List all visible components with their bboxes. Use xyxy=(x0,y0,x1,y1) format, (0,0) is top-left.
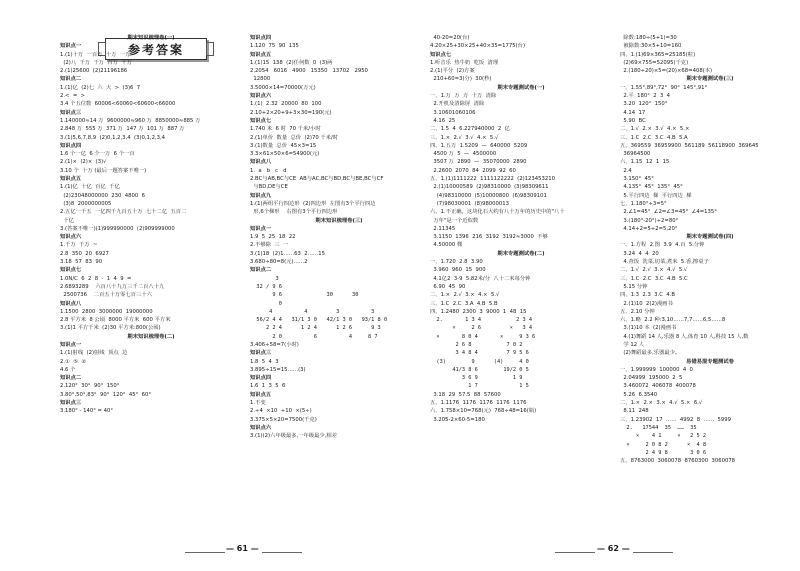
answer-line: 二、1.5 4 6.227940000 2 亿 xyxy=(430,126,510,133)
answer-line: 2. 1 3 4 2 3 4 xyxy=(430,317,533,324)
subsection-heading: 知识点二 xyxy=(250,267,272,274)
subsection-heading: 知识点三 xyxy=(60,109,82,116)
answer-line: (2)舞蹈最多,乐器最少。 xyxy=(620,350,681,357)
answer-line: 4.50000 棵 xyxy=(430,242,463,249)
answer-line: 3.(1)数量 总价 45×3=15 xyxy=(250,142,317,149)
answer-line: 2.÷4 ×10 ÷10 ×(5÷) xyxy=(250,408,312,415)
answer-line: 六、1.15 12 1 15 xyxy=(620,159,670,166)
answer-line: (2)八 千万 千万 百万 千万 xyxy=(60,59,133,66)
answer-line: 六、1.略 2.2 种:3,10……7,7……6,5……8 xyxy=(620,317,726,324)
answer-line: 2.04999 195000 2 5 xyxy=(620,375,683,382)
answer-line: 1.8 5 4 3 xyxy=(250,358,279,365)
subsection-heading: 知识点七 xyxy=(250,117,272,124)
answer-line: 3.(180°-20°)÷2=80° xyxy=(620,217,679,224)
answer-line: 三、1.C 2.C 3.C 4.B 5.A xyxy=(620,134,688,141)
answer-line: 32 / 9 6 xyxy=(250,283,282,290)
subsection-heading: 知识点八 xyxy=(250,159,272,166)
answer-line: 3.406÷58=7(小时) xyxy=(250,341,299,348)
answer-line: × 4 1 × 2 5 2 xyxy=(620,433,707,440)
column-1 xyxy=(60,34,242,416)
answer-line: 三、1.23902 17 …… 4992 8 …… 5999 xyxy=(620,416,731,423)
column-4 xyxy=(620,34,800,465)
answer-line: 三、1.C 2.C 3.C 4.B 5.C xyxy=(620,275,688,282)
answer-line: 一、1.720 2.8 3.90 xyxy=(430,259,483,266)
footer-rule-right-b xyxy=(633,552,673,553)
answer-line: 除数:180÷(5+1)=30 xyxy=(620,35,677,41)
answer-line: 3.(1)(2)六年级最多,一年级最少,相差 xyxy=(250,433,337,440)
answer-line: 1.(1) 2.32 20000 80 100 xyxy=(250,101,322,108)
answer-line: 1.120 75 90 135 xyxy=(250,43,299,50)
column-2 xyxy=(250,34,428,441)
answer-line: 五、1.(1)1111222 1111122222 (2)123453210 xyxy=(430,176,556,183)
subsection-heading: 知识点六 xyxy=(250,424,272,431)
subsection-heading: 知识点八 xyxy=(60,300,82,307)
answer-line: 2.11345 xyxy=(430,225,456,232)
answer-line: 3.960 960 15 900 xyxy=(430,267,486,274)
footer-rule-left-a xyxy=(185,552,225,553)
answer-line: 4500 万 5 — 4500000 xyxy=(430,151,497,158)
answer-line: 与BD,DE与CE xyxy=(250,184,288,191)
answer-line: 3.1150 1396 216 3192 3192≈3000 不够 xyxy=(430,234,548,241)
answer-line: 3.10 个 十万 (最后一题答案不唯一) xyxy=(60,167,147,174)
answer-line: 二、1.× 2.√ 3.× 4.× 5.√ xyxy=(430,292,500,299)
answer-line: 七、1.180°÷3=5° xyxy=(620,200,667,207)
answer-line: 2.< = > xyxy=(60,93,86,100)
answer-line: 3.18 29 57.5 88 57600 xyxy=(430,391,501,398)
answer-line: 1. a b c d xyxy=(250,167,287,174)
answer-line: 3.3×61×50×6=54900(元) xyxy=(250,151,320,158)
section-heading: 期末知识梳理卷(二) xyxy=(127,333,175,340)
footer-rule-left-b xyxy=(262,552,302,553)
answer-line: 一、1.万 万 万 十万 清除 xyxy=(430,93,497,100)
answer-line: 3.18 57 83 90 xyxy=(60,259,103,266)
answer-line: 3.180° - 140° = 40° xyxy=(60,408,114,415)
answer-line: 2.开机及清除屏 清除 xyxy=(430,101,485,108)
answer-line: 3.(1)5,6,7,8,9 (2)0,1,2,3,4 (3)0,1,2,3,4 xyxy=(60,134,166,141)
answer-line: 2500736 二百五十万零七百三十六 xyxy=(60,292,152,299)
answer-line: 40-20=20(台) xyxy=(430,35,470,41)
answer-line: 五、1.1176 1176 1176 1176 1176 xyxy=(430,400,527,407)
answer-line: 3507 万 2890 — 35070000 2890 xyxy=(430,159,527,166)
subsection-heading: 知识点四 xyxy=(60,142,82,149)
answer-line: 十亿 xyxy=(60,217,74,224)
answer-line: 1.140000≈14 万 9600000≈960 万 8850000≈885 万 xyxy=(60,117,201,124)
answer-line: 2.五亿一千五 一亿四千九百五十万 七十二亿 五百二 xyxy=(60,209,187,216)
answer-line: 2.120° 30° 90° 150° xyxy=(60,383,120,390)
answer-line: 五、2.10 分钟 xyxy=(620,308,655,315)
answer-line: 4.1亿2 3-9 5.82米/分 八十二米每分钟 xyxy=(430,275,531,282)
answer-line: 2.10+2×20+9+3×30=190(元) xyxy=(250,109,332,116)
answer-line: 四、1.(1)69×365=25185(粒) xyxy=(620,51,696,58)
subsection-heading: 知识点一 xyxy=(60,43,82,50)
answer-line: 6.90 45 90 xyxy=(430,283,466,290)
answer-line: 一、1.999999 100000 4 0 xyxy=(620,366,693,373)
answer-line: 12800 xyxy=(250,76,271,83)
answer-line: (7)98030001 (8)98000013 xyxy=(430,200,510,207)
answer-line: 2.① ⑤ ② xyxy=(60,358,87,365)
answer-line: 3.(1)10 本 (2)漫画书 xyxy=(620,325,677,332)
answer-line: 2.2054 6016 4900 15350 13702 2950 xyxy=(250,68,368,75)
answer-line: 2.(1)25600 (2)21196186 xyxy=(60,68,128,75)
answer-line: 4.20×25+30×25+40×35=1775(台) xyxy=(430,43,526,50)
answer-line: 2.(1)平分 (2)方案 xyxy=(430,68,475,75)
answer-key-title: 参考答案 xyxy=(105,38,207,60)
answer-line: 2.(1)10000589 (2)98310000 (3)98309611 xyxy=(430,184,549,191)
answer-line: 2. 17544 35 …… 35 xyxy=(620,424,697,431)
section-heading: 期末知识梳理卷(一) xyxy=(127,35,175,41)
answer-line: 2.2600 2070 84 2099 92 60 xyxy=(430,167,516,174)
subsection-heading: 知识点六 xyxy=(250,93,272,100)
answer-line: 3.(答案不唯一)(1)999990000 (2)909999000 xyxy=(60,225,175,232)
answer-line: 万年"是一个近似数 xyxy=(430,217,479,224)
subsection-heading: 知识点三 xyxy=(60,400,82,407)
answer-line: 4.6 个 xyxy=(60,366,76,373)
answer-line: 2.848 万 555 万 371 万 147 万 101 万 887 万 xyxy=(60,126,185,133)
subsection-heading: 知识点三 xyxy=(250,350,272,357)
answer-line: 1.千万 千万 ~ xyxy=(60,242,98,249)
answer-line: 3.4 个五位数 60006<60060<60600<66000 xyxy=(60,101,176,108)
answer-line: 1.6 个一亿 6 个一万 6 个一百 xyxy=(60,151,135,158)
answer-line: 3.(1)18 (2)1……63 2……15 xyxy=(250,250,325,257)
subsection-heading: 知识点五 xyxy=(60,176,82,183)
answer-line: (3) 9 (4) 4 0 xyxy=(430,358,529,365)
answer-line: 2.∠1=45° ∠2=∠3=45° ∠4=135° xyxy=(620,209,717,216)
answer-line: 1.(1)15 138 (2)任何数 0 (3)两 xyxy=(250,59,333,66)
answer-line: 41/3 8 6 19/2 0 5 xyxy=(430,366,529,373)
subsection-heading: 知识点九 xyxy=(250,192,272,199)
answer-line: 二、1.× 2.× 3.× 4.√ 5.× 6.√ xyxy=(620,400,703,407)
answer-line: 3 xyxy=(250,275,279,282)
answer-line: 3.150° 45° xyxy=(620,176,654,183)
section-heading: 期末专题测试卷(二) xyxy=(497,250,545,257)
section-heading: 期末专题测试卷(四) xyxy=(686,234,734,241)
answer-line: 5.26 6.3540 xyxy=(620,391,658,398)
answer-line: 8.11 248 xyxy=(620,408,649,415)
answer-line: 1.(1)亿 (2)七 六 大 > (3)6 7 xyxy=(60,84,141,91)
answer-line: 3.5000×14=70000(万元) xyxy=(250,84,316,91)
answer-line: 二、1.√ 2.√ 3.× 4.√ 5.√ xyxy=(620,267,688,274)
answer-line: 3 6 9 1 9 xyxy=(430,375,523,382)
answer-line: 4.(1)舞蹈 14 人,乐器 8 人,体育 10 人,科技 15 人,数 xyxy=(620,333,749,340)
subsection-heading: 知识点四 xyxy=(250,35,272,41)
answer-line: 1.不变 xyxy=(250,400,266,407)
subsection-heading: 知识点六 xyxy=(60,234,82,241)
answer-line: 2.(1)× (2)× (3)√ xyxy=(60,159,107,166)
answer-line: 六、1.758×10=768(元) 768÷48=16(瓶) xyxy=(430,408,537,415)
answer-line: 3.24 4 4 20 xyxy=(620,250,659,257)
answer-line: 2 2 4 1 2 4 1 2 6 9 3 xyxy=(250,325,381,332)
answer-line: (2)69×755=52095(千克) xyxy=(620,59,689,66)
answer-line: 2 4 9 8 3 0 6 xyxy=(620,449,707,456)
answer-line: 1.(1)两组平行四边形 (2)四边形 左图有3个平行四边 xyxy=(250,200,376,207)
answer-line: 3.80°,50°,83° 90° 120° 45° 60° xyxy=(60,391,151,398)
answer-line: 一、1.方程 2.图 3.9 4.百 5.分钟 xyxy=(620,242,705,249)
answer-line: 3.460072 406078 400078 xyxy=(620,383,696,390)
answer-line: 1.740 米 6 时 70 千米/小时 xyxy=(250,126,321,133)
answer-line: 2.8 平方米 8 公顷 8000 平方米 600 平方米 xyxy=(60,317,171,324)
answer-line: 四、1.五万 1.5209 — 640000 5209 xyxy=(430,142,528,149)
subsection-heading: 知识点七 xyxy=(60,267,82,274)
answer-line: 4.135° 45° 135° 45° xyxy=(620,184,683,191)
answer-line: × 2 6 × 3 4 xyxy=(430,325,533,332)
answer-line: 0 xyxy=(250,300,282,307)
answer-line: 36964500 xyxy=(620,151,651,158)
answer-line: 五、369559 36959900 561189 56118900 369645 xyxy=(620,142,759,149)
answer-line: × 2 0 8 2 × 4 8 xyxy=(620,441,707,448)
answer-line: 2 6 8 7 0 2 xyxy=(430,341,523,348)
answer-line: 210+60=3(分) 30(秒) xyxy=(430,76,492,83)
answer-line: 2.(1)单价 数量 总价 (2)70 千米/时 xyxy=(250,134,339,141)
answer-line: × 8 0 4 × 9 3 6 xyxy=(430,333,536,340)
answer-line: 3.10601060106 xyxy=(430,109,476,116)
answer-line: 1.0N/C 6 2 8 - 1 4 9 = xyxy=(60,275,132,282)
subsection-heading: 知识点四 xyxy=(250,375,272,382)
answer-line: 1.(1)射线 (2)射线 顶点 边 xyxy=(60,350,128,357)
answer-line: 六、1.不正确。这块化石大约有八十万年的历史中的"八十 xyxy=(430,209,565,216)
answer-line: 形,6个梯形 右图有3个平行四边形 xyxy=(250,209,338,216)
answer-line: 2.平 180° 2 3 4 xyxy=(620,93,671,100)
section-heading: 易错易混专题测试卷 xyxy=(686,358,734,365)
section-heading: 期末专题测试卷(三) xyxy=(686,76,734,83)
answer-line: 3 4 8 4 7 9 5 6 xyxy=(430,350,529,357)
answer-line: 2.4 xyxy=(620,167,632,174)
answer-line: 3.375×5×20=7500(千克) xyxy=(250,416,317,423)
subsection-heading: 知识点二 xyxy=(60,76,82,83)
answer-line: 四、1.3 2.3 3.C 4.B xyxy=(620,292,675,299)
answer-line: (2)23048000000 230 4800 6 xyxy=(60,192,146,199)
answer-line: 4.查饭 洗菜,切菜,煮米 5.香,擦桌子 xyxy=(620,259,709,266)
answer-line: 1.(1)十万 一百万 十万 一万 xyxy=(60,51,131,58)
answer-line: 2.(180÷20)×5=(20)×68=408(本) xyxy=(620,68,713,75)
answer-line: 三、1.× 2.√ 3.√ 4.× 5.√ xyxy=(430,134,499,141)
answer-line: 2.BC与AB,BC与CE AB与AC,BC与BD,BC与BE,BC与CF xyxy=(250,176,384,183)
answer-line: 56/2 4 4 31/1 3 0 42/1 3 0 93/1 8 0 xyxy=(250,317,388,324)
subsection-heading: 知识点一 xyxy=(250,225,272,232)
answer-line: 2.6893289 六百八十九万三千二百八十九 xyxy=(60,283,165,290)
answer-line: 9 6 30 30 xyxy=(250,292,359,299)
subsection-heading: 知识点二 xyxy=(60,375,82,382)
page-number-left: — 61 — xyxy=(226,544,259,553)
answer-line: 学 12 人 xyxy=(620,341,645,348)
answer-line: 1.6 1 3 5 6 xyxy=(250,383,286,390)
section-heading: 期末知识梳理卷(三) xyxy=(315,217,363,224)
subsection-heading: 知识点五 xyxy=(250,391,272,398)
answer-line: 2.(1)10 2(2)漫画书 xyxy=(620,300,673,307)
answer-line: 1.1500 2800 3000000 19000000 xyxy=(60,308,153,315)
answer-line: 3.895÷15=15……(3) xyxy=(250,366,306,373)
answer-line: 1 7 1 5 xyxy=(430,383,529,390)
footer-rule-right-a xyxy=(555,552,595,553)
section-heading: 期末专题测试卷(一) xyxy=(497,84,545,91)
answer-line: 4.14 17 xyxy=(620,109,646,116)
answer-line: 2.8 350 20 6927 xyxy=(60,250,109,257)
answer-line: (3)8 2000000005 xyxy=(60,200,112,207)
answer-line: 5.90 BC xyxy=(620,117,646,124)
answer-line: (4)98310000 (5)10000800 (6)98309101 xyxy=(430,192,547,199)
answer-line: 1.听音乐 热牛奶 吃饭 清理 xyxy=(430,59,499,66)
answer-line: 1.9 5 25 18 22 xyxy=(250,234,296,241)
answer-line: 1.(1)亿 十亿 百亿 千亿 xyxy=(60,184,120,191)
answer-line: 5.15 分钟 xyxy=(620,283,648,290)
answer-line: 3.(1)1 平方千米 (2)30 平方米:800(公顷) xyxy=(60,325,161,332)
answer-line: 3.20 120° 150° xyxy=(620,101,668,108)
answer-line: 一、1.55°,89°,72° 90° 145°,91° xyxy=(620,84,708,91)
answer-line: 被除数:30×5+10=160 xyxy=(620,43,682,50)
subsection-heading: 知识点七 xyxy=(430,51,452,58)
answer-line: 四、1.2480 2300 3 9000 1 48 15 xyxy=(430,308,527,315)
answer-line: 2.不够除 三 一 xyxy=(250,242,289,249)
answer-line: 二、1.√ 2.× 3.√ 4.× 5.× xyxy=(620,126,690,133)
answer-line: 4.14+2=5÷2=5,20° xyxy=(620,225,678,232)
answer-line: 4.16 25 xyxy=(430,117,456,124)
column-3 xyxy=(430,34,612,424)
answer-line: 4 4 3 3 xyxy=(250,308,375,315)
answer-line: 5.平行四边 梯 平行四边 梯 xyxy=(620,192,692,199)
answer-line: 3.680÷80=8(元)……2 xyxy=(250,259,308,266)
page-number-right: — 62 — xyxy=(597,544,630,553)
answer-line: 五、8763000 3060078 8760300 3060078 xyxy=(620,458,736,465)
answer-line: 3.205-2×60-5=180 xyxy=(430,416,485,423)
subsection-heading: 知识点一 xyxy=(60,341,82,348)
subsection-heading: 知识点五 xyxy=(250,51,272,58)
answer-line: 2 0 6 4 8 7 xyxy=(250,333,378,340)
answer-line: 三、1.C 2.C 3.A 4.B 5.B xyxy=(430,300,498,307)
